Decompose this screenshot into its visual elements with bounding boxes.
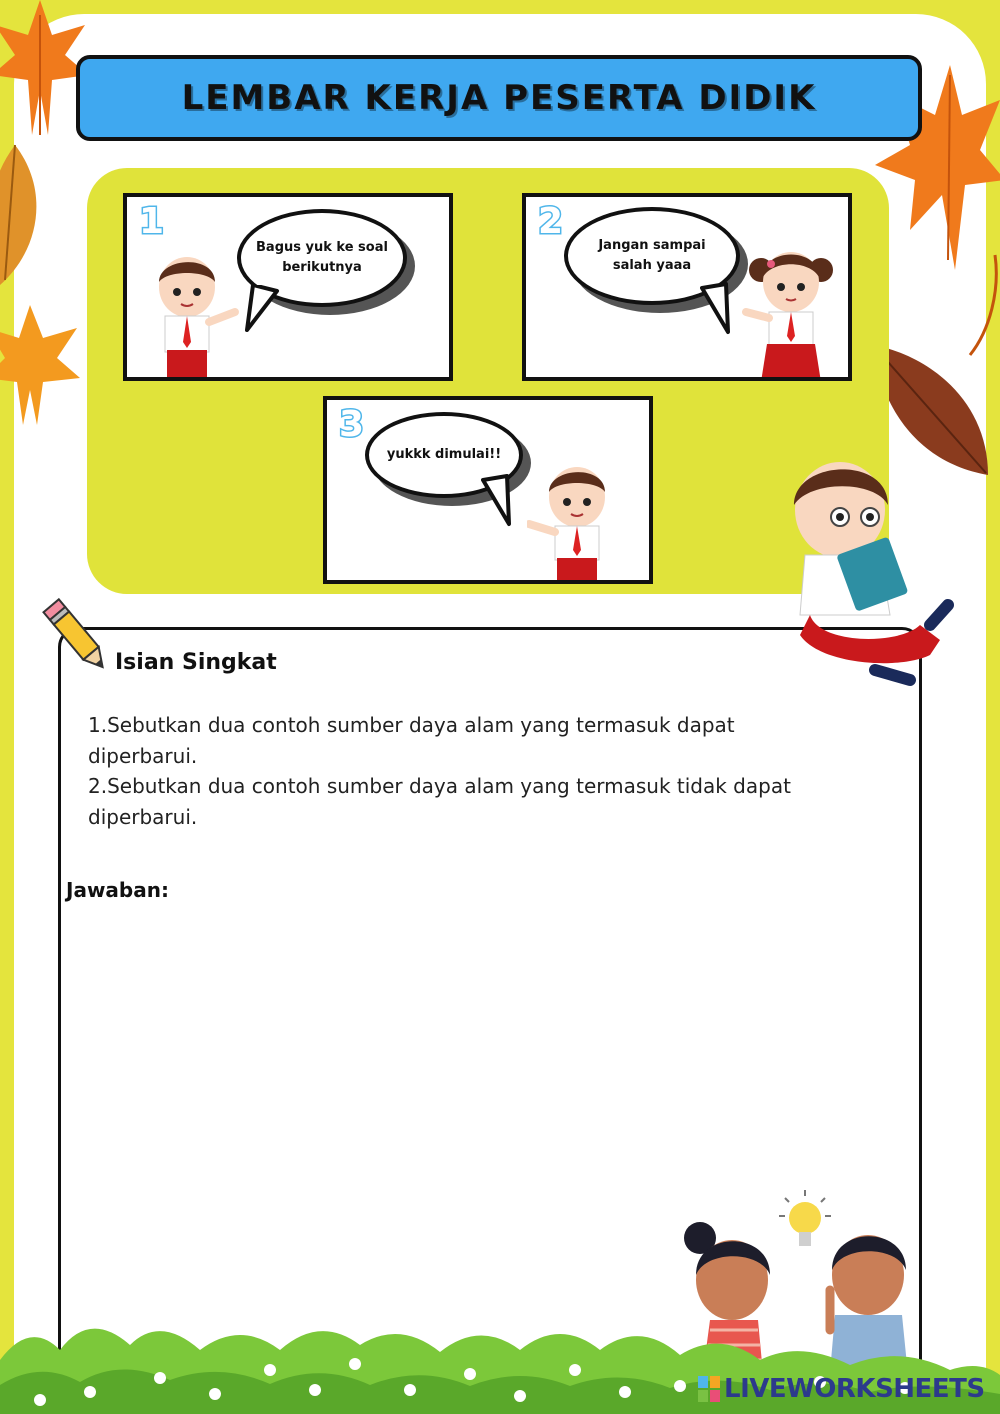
watermark-text: LIVEWORKSHEETS (724, 1374, 985, 1404)
pencil-icon (40, 594, 115, 676)
speech-bubble-text: yukkk dimulai!! (386, 446, 502, 462)
comic-panel-1 (123, 193, 453, 381)
maple-leaf-icon (0, 300, 85, 430)
question-item: 2.Sebutkan dua contoh sumber daya alam yang termasuk tidak dapat diperbarui. (88, 774, 791, 829)
panel-number: 1 (139, 201, 165, 242)
leaf-icon (0, 140, 50, 290)
question-list (88, 710, 848, 832)
comic-panel-2 (522, 193, 852, 381)
question-item: 1.Sebutkan dua contoh sumber daya alam yang termasuk dapat diperbarui. (88, 713, 735, 768)
boy-student-illustration (527, 462, 622, 584)
answer-label: Jawaban: (66, 878, 169, 902)
leaf-icon (965, 250, 1000, 360)
liveworksheets-logo-icon (698, 1376, 720, 1402)
speech-bubble-text: Bagus yuk ke soal berikutnya (256, 239, 388, 275)
title-banner (76, 55, 922, 141)
speech-bubble-tail (245, 285, 285, 335)
speech-bubble-text: Jangan sampai salah yaaa (598, 237, 706, 273)
panel-number: 2 (538, 201, 564, 242)
flower-icon (84, 1386, 96, 1398)
girl-student-illustration (741, 242, 841, 381)
liveworksheets-watermark (698, 1374, 985, 1404)
speech-bubble-tail (477, 474, 517, 529)
speech-bubble-tail (696, 282, 736, 337)
page-title: LEMBAR KERJA PESERTA DIDIK (181, 78, 817, 118)
section-title: Isian Singkat (115, 650, 277, 675)
boy-student-illustration (147, 252, 242, 381)
panel-number: 3 (339, 404, 365, 445)
comic-panel-3 (323, 396, 653, 584)
reading-boy-illustration (780, 455, 960, 695)
